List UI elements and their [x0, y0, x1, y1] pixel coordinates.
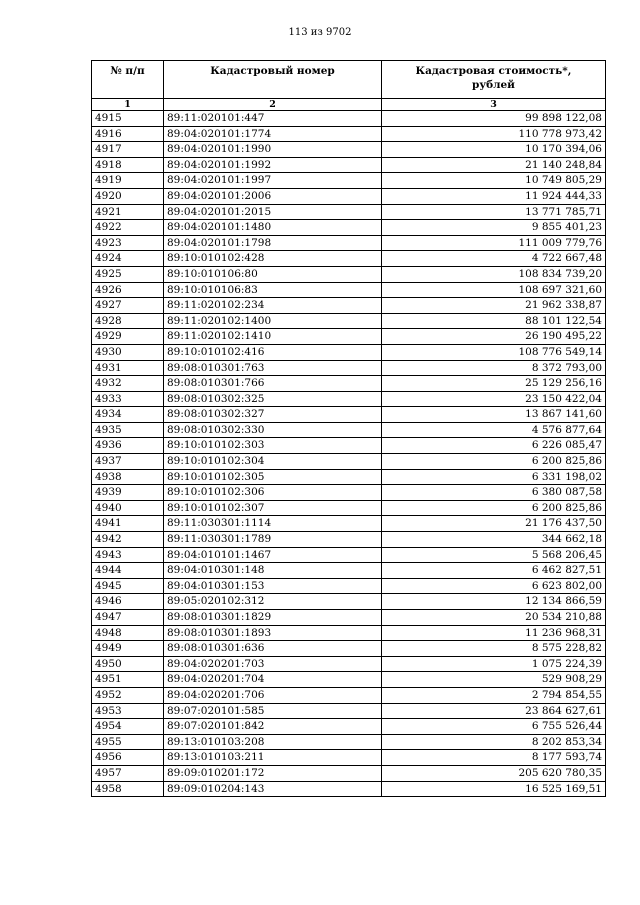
- cadastral-value-cell: 6 755 526,44: [382, 719, 606, 735]
- cadastral-value-cell: 13 771 785,71: [382, 204, 606, 220]
- table-row: [92, 687, 606, 703]
- row-number-cell: 4937: [92, 454, 164, 470]
- table-row: [92, 719, 606, 735]
- row-number-cell: 4953: [92, 703, 164, 719]
- cadastral-value-cell: 16 525 169,51: [382, 781, 606, 797]
- cadastral-value-cell: 6 200 825,86: [382, 454, 606, 470]
- table-row: [92, 438, 606, 454]
- cadastral-number-cell: 89:11:020102:1400: [164, 313, 382, 329]
- cadastral-value-cell: 6 226 085,47: [382, 438, 606, 454]
- cadastral-value-cell: 8 202 853,34: [382, 734, 606, 750]
- row-number-cell: 4949: [92, 641, 164, 657]
- cadastral-value-cell: 205 620 780,35: [382, 765, 606, 781]
- row-number-cell: 4940: [92, 500, 164, 516]
- cadastral-number-cell: 89:07:020101:842: [164, 719, 382, 735]
- row-number-cell: 4936: [92, 438, 164, 454]
- cadastral-value-cell: 5 568 206,45: [382, 547, 606, 563]
- cadastral-value-cell: 21 962 338,87: [382, 298, 606, 314]
- cadastral-number-cell: 89:10:010102:416: [164, 344, 382, 360]
- row-number-cell: 4958: [92, 781, 164, 797]
- cadastral-number-cell: 89:04:020101:1992: [164, 157, 382, 173]
- table-row: [92, 422, 606, 438]
- row-number-cell: 4917: [92, 142, 164, 158]
- table-row: [92, 111, 606, 127]
- cadastral-number-cell: 89:10:010106:83: [164, 282, 382, 298]
- cadastral-value-cell: 8 177 593,74: [382, 750, 606, 766]
- column-number-2: 2: [164, 99, 382, 111]
- row-number-cell: 4918: [92, 157, 164, 173]
- row-number-cell: 4955: [92, 734, 164, 750]
- cadastral-number-cell: 89:08:010301:766: [164, 376, 382, 392]
- table-row: [92, 547, 606, 563]
- table-row: [92, 500, 606, 516]
- cadastral-number-cell: 89:04:020101:1997: [164, 173, 382, 189]
- table-row: [92, 656, 606, 672]
- row-number-cell: 4924: [92, 251, 164, 267]
- row-number-cell: 4946: [92, 594, 164, 610]
- table-row: [92, 532, 606, 548]
- table-row: [92, 266, 606, 282]
- cadastral-value-cell: 6 200 825,86: [382, 500, 606, 516]
- table-row: [92, 282, 606, 298]
- row-number-cell: 4921: [92, 204, 164, 220]
- cadastral-number-cell: 89:10:010102:305: [164, 469, 382, 485]
- row-number-cell: 4938: [92, 469, 164, 485]
- row-number-cell: 4931: [92, 360, 164, 376]
- column-number-3: 3: [382, 99, 606, 111]
- table-row: [92, 344, 606, 360]
- cadastral-value-cell: 21 176 437,50: [382, 516, 606, 532]
- cadastral-value-cell: 11 924 444,33: [382, 188, 606, 204]
- cadastral-value-cell: 108 776 549,14: [382, 344, 606, 360]
- cadastral-value-cell: 6 331 198,02: [382, 469, 606, 485]
- cadastral-value-cell: 1 075 224,39: [382, 656, 606, 672]
- table-row: [92, 126, 606, 142]
- cadastral-number-cell: 89:10:010102:307: [164, 500, 382, 516]
- cadastral-value-cell: 8 372 793,00: [382, 360, 606, 376]
- cadastral-value-cell: 108 834 739,20: [382, 266, 606, 282]
- row-number-cell: 4942: [92, 532, 164, 548]
- cadastral-number-cell: 89:10:010102:428: [164, 251, 382, 267]
- row-number-cell: 4944: [92, 563, 164, 579]
- table-row: [92, 454, 606, 470]
- table-row: [92, 625, 606, 641]
- cadastral-value-cell: 10 170 394,06: [382, 142, 606, 158]
- row-number-cell: 4939: [92, 485, 164, 501]
- cadastral-value-cell: 13 867 141,60: [382, 407, 606, 423]
- cadastral-number-cell: 89:08:010302:330: [164, 422, 382, 438]
- table-row: [92, 376, 606, 392]
- table-row: [92, 313, 606, 329]
- cadastral-value-cell: 10 749 805,29: [382, 173, 606, 189]
- table-row: [92, 781, 606, 797]
- cadastral-number-cell: 89:04:020101:1480: [164, 220, 382, 236]
- cadastral-value-cell: 23 864 627,61: [382, 703, 606, 719]
- cadastral-number-cell: 89:10:010106:80: [164, 266, 382, 282]
- row-number-cell: 4934: [92, 407, 164, 423]
- cadastral-number-cell: 89:04:020201:706: [164, 687, 382, 703]
- cadastral-value-cell: 26 190 495,22: [382, 329, 606, 345]
- row-number-cell: 4947: [92, 610, 164, 626]
- row-number-cell: 4926: [92, 282, 164, 298]
- table-body: [92, 111, 606, 797]
- cadastral-value-cell: 23 150 422,04: [382, 391, 606, 407]
- cadastral-value-cell: 6 380 087,58: [382, 485, 606, 501]
- cadastral-value-cell: 2 794 854,55: [382, 687, 606, 703]
- cadastral-number-cell: 89:11:030301:1789: [164, 532, 382, 548]
- cadastral-value-cell: 11 236 968,31: [382, 625, 606, 641]
- table-header: [92, 61, 606, 111]
- cadastral-number-cell: 89:04:020201:704: [164, 672, 382, 688]
- cadastral-value-cell: 21 140 248,84: [382, 157, 606, 173]
- cadastral-number-cell: 89:09:010201:172: [164, 765, 382, 781]
- cadastral-value-cell: 20 534 210,88: [382, 610, 606, 626]
- table-row: [92, 142, 606, 158]
- cadastral-number-cell: 89:08:010301:1893: [164, 625, 382, 641]
- cadastral-number-cell: 89:04:010301:148: [164, 563, 382, 579]
- cadastral-number-cell: 89:04:020101:2015: [164, 204, 382, 220]
- row-number-cell: 4929: [92, 329, 164, 345]
- cadastral-number-cell: 89:11:020102:1410: [164, 329, 382, 345]
- row-number-cell: 4948: [92, 625, 164, 641]
- column-number-1: 1: [92, 99, 164, 111]
- row-number-cell: 4922: [92, 220, 164, 236]
- cadastral-value-cell: 110 778 973,42: [382, 126, 606, 142]
- row-number-cell: 4956: [92, 750, 164, 766]
- cadastral-value-table: [91, 60, 606, 797]
- cadastral-number-cell: 89:04:010301:153: [164, 578, 382, 594]
- column-header-number: № п/п: [92, 61, 164, 99]
- row-number-cell: 4951: [92, 672, 164, 688]
- table-row: [92, 578, 606, 594]
- column-header-cadastral-value: Кадастровая стоимость*, рублей: [382, 61, 606, 99]
- cadastral-number-cell: 89:10:010102:304: [164, 454, 382, 470]
- cadastral-value-cell: 25 129 256,16: [382, 376, 606, 392]
- cadastral-value-cell: 529 908,29: [382, 672, 606, 688]
- row-number-cell: 4943: [92, 547, 164, 563]
- row-number-cell: 4928: [92, 313, 164, 329]
- table-row: [92, 220, 606, 236]
- cadastral-number-cell: 89:11:030301:1114: [164, 516, 382, 532]
- cadastral-number-cell: 89:08:010302:327: [164, 407, 382, 423]
- table-row: [92, 188, 606, 204]
- row-number-cell: 4915: [92, 111, 164, 127]
- table-row: [92, 329, 606, 345]
- table-row: [92, 204, 606, 220]
- row-number-cell: 4933: [92, 391, 164, 407]
- table-row: [92, 765, 606, 781]
- cadastral-number-cell: 89:08:010302:325: [164, 391, 382, 407]
- table-row: [92, 469, 606, 485]
- table-row: [92, 407, 606, 423]
- cadastral-value-cell: 344 662,18: [382, 532, 606, 548]
- row-number-cell: 4950: [92, 656, 164, 672]
- table-row: [92, 235, 606, 251]
- cadastral-number-cell: 89:08:010301:636: [164, 641, 382, 657]
- cadastral-value-cell: 6 462 827,51: [382, 563, 606, 579]
- table-row: [92, 157, 606, 173]
- page-counter: 113 из 9702: [288, 27, 352, 38]
- cadastral-value-cell: 6 623 802,00: [382, 578, 606, 594]
- cadastral-number-cell: 89:11:020102:234: [164, 298, 382, 314]
- cadastral-value-cell: 9 855 401,23: [382, 220, 606, 236]
- row-number-cell: 4935: [92, 422, 164, 438]
- cadastral-number-cell: 89:04:020101:1774: [164, 126, 382, 142]
- cadastral-number-cell: 89:08:010301:763: [164, 360, 382, 376]
- table-row: [92, 360, 606, 376]
- cadastral-value-cell: 88 101 122,54: [382, 313, 606, 329]
- cadastral-number-cell: 89:04:010101:1467: [164, 547, 382, 563]
- table-row: [92, 750, 606, 766]
- table-row: [92, 610, 606, 626]
- table-row: [92, 641, 606, 657]
- cadastral-value-cell: 99 898 122,08: [382, 111, 606, 127]
- cadastral-number-cell: 89:13:010103:211: [164, 750, 382, 766]
- row-number-cell: 4945: [92, 578, 164, 594]
- cadastral-value-cell: 4 576 877,64: [382, 422, 606, 438]
- cadastral-number-cell: 89:13:010103:208: [164, 734, 382, 750]
- row-number-cell: 4919: [92, 173, 164, 189]
- cadastral-number-cell: 89:09:010204:143: [164, 781, 382, 797]
- table-row: [92, 594, 606, 610]
- row-number-cell: 4927: [92, 298, 164, 314]
- table-row: [92, 563, 606, 579]
- cadastral-number-cell: 89:07:020101:585: [164, 703, 382, 719]
- cadastral-number-cell: 89:05:020102:312: [164, 594, 382, 610]
- cadastral-number-cell: 89:04:020101:1798: [164, 235, 382, 251]
- row-number-cell: 4957: [92, 765, 164, 781]
- table-row: [92, 298, 606, 314]
- cadastral-number-cell: 89:08:010301:1829: [164, 610, 382, 626]
- table-row: [92, 734, 606, 750]
- cadastral-value-cell: 12 134 866,59: [382, 594, 606, 610]
- cadastral-value-cell: 8 575 228,82: [382, 641, 606, 657]
- row-number-cell: 4941: [92, 516, 164, 532]
- cadastral-number-cell: 89:04:020101:1990: [164, 142, 382, 158]
- table-row: [92, 251, 606, 267]
- table-row: [92, 391, 606, 407]
- table-row: [92, 485, 606, 501]
- row-number-cell: 4916: [92, 126, 164, 142]
- row-number-cell: 4925: [92, 266, 164, 282]
- row-number-cell: 4952: [92, 687, 164, 703]
- table-row: [92, 173, 606, 189]
- cadastral-number-cell: 89:04:020201:703: [164, 656, 382, 672]
- row-number-cell: 4923: [92, 235, 164, 251]
- column-header-cadastral-number: Кадастровый номер: [164, 61, 382, 99]
- table-row: [92, 516, 606, 532]
- cadastral-number-cell: 89:11:020101:447: [164, 111, 382, 127]
- cadastral-value-cell: 4 722 667,48: [382, 251, 606, 267]
- row-number-cell: 4920: [92, 188, 164, 204]
- cadastral-number-cell: 89:04:020101:2006: [164, 188, 382, 204]
- row-number-cell: 4954: [92, 719, 164, 735]
- table-row: [92, 672, 606, 688]
- cadastral-number-cell: 89:10:010102:303: [164, 438, 382, 454]
- cadastral-number-cell: 89:10:010102:306: [164, 485, 382, 501]
- cadastral-value-cell: 108 697 321,60: [382, 282, 606, 298]
- table-row: [92, 703, 606, 719]
- row-number-cell: 4932: [92, 376, 164, 392]
- row-number-cell: 4930: [92, 344, 164, 360]
- cadastral-value-cell: 111 009 779,76: [382, 235, 606, 251]
